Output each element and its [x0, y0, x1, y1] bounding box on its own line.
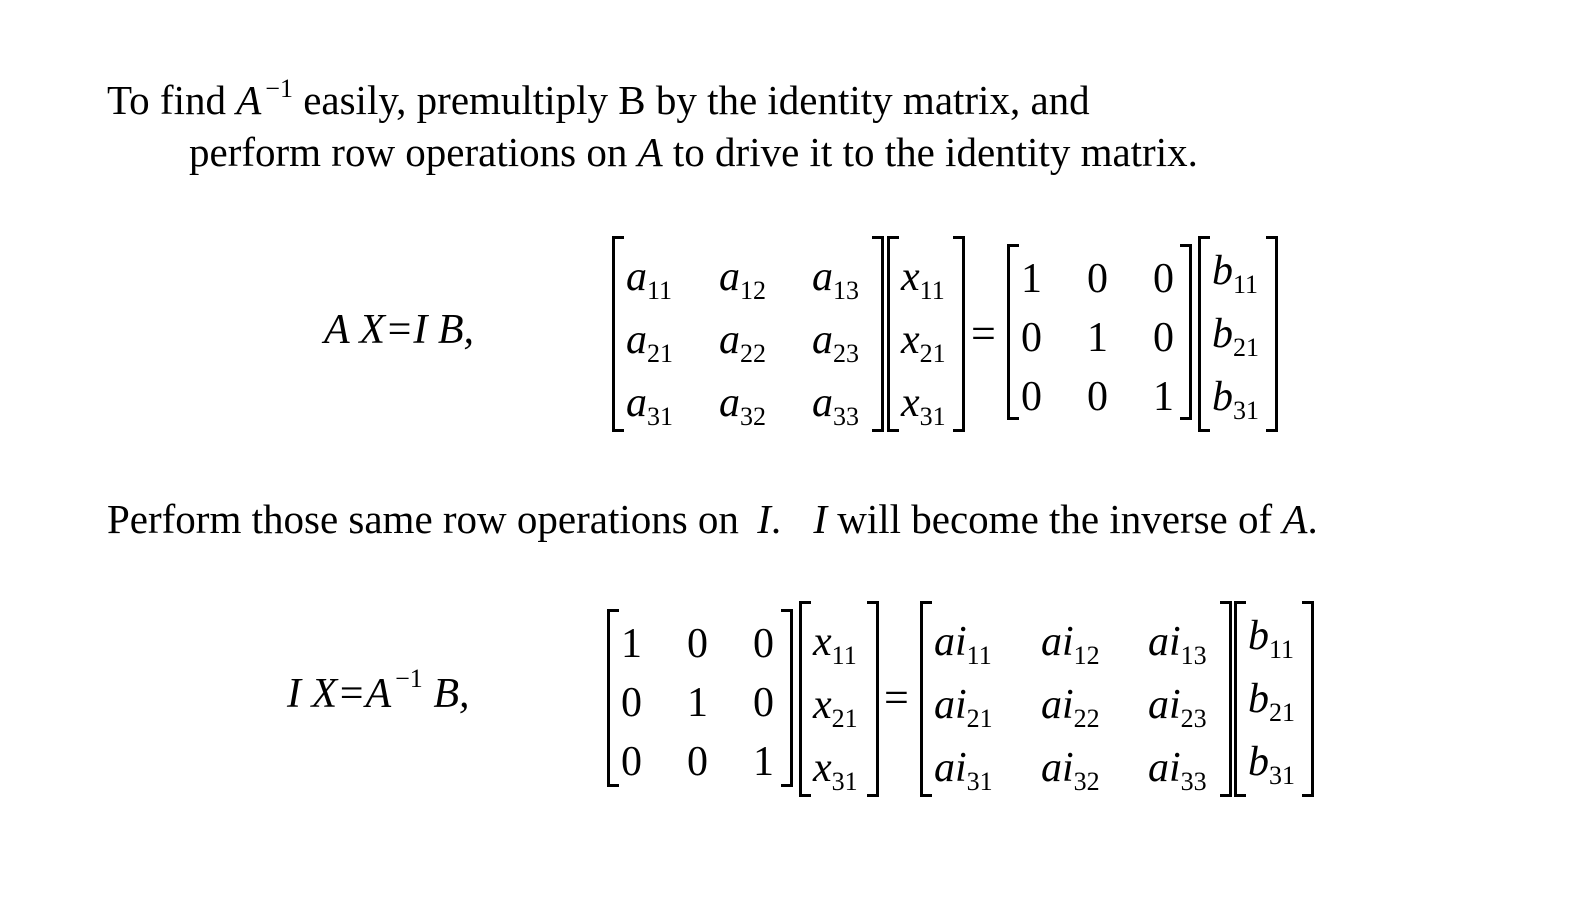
number: 0 [753, 621, 774, 667]
subscript: 31 [647, 402, 673, 431]
bracket-left [1007, 244, 1019, 420]
matrix-a-entry [812, 317, 859, 368]
number: 0 [687, 621, 708, 667]
bracket-right [1266, 236, 1278, 432]
vector-b-entry [1212, 311, 1259, 362]
identity-entry [1087, 376, 1108, 418]
symbol: ai [934, 745, 967, 791]
symbol: b [1212, 248, 1233, 294]
bracket-right [872, 236, 884, 432]
number: 0 [1021, 315, 1042, 361]
number: 0 [1153, 256, 1174, 302]
vector-b-2 [1234, 601, 1314, 797]
matrix-ai-entry [1041, 682, 1100, 733]
subscript: 22 [740, 339, 766, 368]
subscript: 21 [1269, 698, 1295, 727]
bracket-left [612, 236, 624, 432]
symbol: a [812, 380, 833, 426]
subscript: 13 [1180, 641, 1207, 670]
bracket-left [920, 601, 932, 797]
subscript: 22 [1073, 704, 1100, 733]
middle-var-a: A [1282, 496, 1308, 542]
matrix-ai-entry [1148, 619, 1207, 670]
identity-entry [687, 682, 708, 724]
symbol: x [813, 682, 832, 728]
symbol: a [719, 254, 740, 300]
symbol: b [1248, 676, 1269, 722]
middle-period-2: . [1307, 496, 1318, 542]
subscript: 13 [833, 276, 859, 305]
symbol: ai [1148, 619, 1181, 665]
number: 1 [687, 680, 708, 726]
identity-matrix [1007, 244, 1192, 420]
identity-entry [1087, 317, 1108, 359]
bracket-right [867, 601, 879, 797]
matrix-a-entry [812, 254, 859, 305]
intro-var-a-2: A [637, 129, 663, 175]
matrix-a-entry [719, 380, 766, 431]
subscript: 31 [1269, 761, 1295, 790]
matrix-ai-entry [1041, 745, 1100, 796]
subscript: 12 [1073, 641, 1100, 670]
symbol: a [812, 317, 833, 363]
subscript: 11 [647, 276, 673, 305]
symbol: a [719, 380, 740, 426]
matrix-ai-entry [934, 745, 993, 796]
matrix-a-entry [719, 254, 766, 305]
number: 0 [687, 739, 708, 785]
middle-var-i: I [757, 496, 771, 542]
number: 0 [621, 739, 642, 785]
middle-text-1: Perform those same row operations on [107, 496, 739, 542]
matrix-ai-entry [934, 619, 992, 670]
vector-x-entry [813, 745, 858, 796]
vector-b [1198, 236, 1278, 432]
vector-b-entry [1248, 739, 1295, 790]
subscript: 11 [831, 641, 857, 670]
symbol: ai [1148, 745, 1181, 791]
subscript: 11 [1269, 635, 1295, 664]
intro-text-4: to drive it to the identity matrix. [672, 129, 1198, 175]
subscript: 23 [1180, 704, 1207, 733]
bracket-right [1220, 601, 1232, 797]
bracket-right [781, 609, 793, 787]
number: 0 [1087, 374, 1108, 420]
subscript: 31 [966, 767, 993, 796]
identity-entry [1021, 258, 1042, 300]
symbol: ai [1041, 745, 1074, 791]
matrix-a-entry [812, 380, 859, 431]
matrix-a-entry [719, 317, 766, 368]
matrix-a-entry [626, 254, 673, 305]
identity-entry [687, 741, 708, 783]
vector-x-2 [799, 601, 879, 797]
symbol: ai [934, 682, 967, 728]
bracket-right [1180, 244, 1192, 420]
symbol: ai [1148, 682, 1181, 728]
symbol: a [626, 317, 647, 363]
vector-x-entry [901, 254, 945, 305]
number: 1 [1087, 315, 1108, 361]
number: 0 [621, 680, 642, 726]
subscript: 23 [833, 339, 859, 368]
intro-line-1 [107, 74, 1090, 126]
subscript: 12 [740, 276, 766, 305]
subscript: 11 [919, 276, 945, 305]
intro-line-2 [189, 126, 1198, 178]
subscript: 32 [740, 402, 766, 431]
subscript: 21 [966, 704, 993, 733]
bracket-left [1234, 601, 1246, 797]
vector-x-entry [813, 619, 857, 670]
middle-sentence [107, 493, 1318, 545]
subscript: 33 [1180, 767, 1207, 796]
matrix-ai-entry [1041, 619, 1100, 670]
number: 0 [1153, 315, 1174, 361]
subscript: 11 [1233, 270, 1259, 299]
vector-x-entry [901, 380, 946, 431]
middle-period-1: . [770, 496, 782, 542]
subscript: 31 [831, 767, 858, 796]
identity-entry [1153, 258, 1174, 300]
identity-entry [621, 682, 642, 724]
vector-b-entry [1212, 248, 1259, 299]
subscript: 21 [1233, 333, 1259, 362]
subscript: 21 [831, 704, 858, 733]
subscript: 11 [966, 641, 992, 670]
intro-text-2: easily, premultiply B by the identity matrix, and [303, 77, 1090, 123]
number: 1 [1021, 256, 1042, 302]
vector-b-entry [1248, 613, 1295, 664]
intro-text-3: perform row operations on [189, 129, 628, 175]
number: 1 [753, 739, 774, 785]
identity-entry [753, 682, 774, 724]
symbol: a [812, 254, 833, 300]
bracket-right [953, 236, 965, 432]
number: 0 [753, 680, 774, 726]
symbol: a [719, 317, 740, 363]
bracket-left [607, 609, 619, 787]
intro-text-1: To find [107, 77, 226, 123]
subscript: 21 [919, 339, 946, 368]
symbol: ai [934, 619, 967, 665]
symbol: b [1248, 613, 1269, 659]
identity-entry [753, 741, 774, 783]
equation-1-lhs: A X=I B, [324, 307, 475, 353]
equals-sign-2: = [884, 673, 909, 722]
middle-var-i-2: I [813, 496, 827, 542]
symbol: b [1212, 374, 1233, 420]
matrix-ai-entry [1148, 682, 1207, 733]
vector-x-entry [901, 317, 946, 368]
identity-matrix-2 [607, 609, 793, 787]
number: 0 [1021, 374, 1042, 420]
number: 1 [1153, 374, 1174, 420]
vector-x [887, 236, 965, 432]
matrix-a-inverse [920, 601, 1232, 797]
equation-2-lhs-a: I X=A [287, 671, 392, 717]
equals-sign: = [971, 309, 996, 358]
symbol: x [901, 317, 920, 363]
matrix-ai-entry [934, 682, 993, 733]
symbol: ai [1041, 619, 1074, 665]
identity-entry [1021, 317, 1042, 359]
bracket-left [1198, 236, 1210, 432]
symbol: a [626, 380, 647, 426]
vector-b-entry [1248, 676, 1295, 727]
symbol: x [813, 619, 832, 665]
matrix-a-entry [626, 317, 673, 368]
intro-var-a: A [236, 77, 262, 123]
identity-entry [1153, 376, 1174, 418]
bracket-left [887, 236, 899, 432]
symbol: x [901, 380, 920, 426]
number: 0 [1087, 256, 1108, 302]
equation-2-lhs-b: B, [433, 671, 470, 717]
bracket-left [799, 601, 811, 797]
symbol: ai [1041, 682, 1074, 728]
symbol: b [1212, 311, 1233, 357]
matrix-ai-entry [1148, 745, 1207, 796]
matrix-a-entry [626, 380, 673, 431]
equation-2-lhs [287, 664, 470, 718]
identity-entry [1021, 376, 1042, 418]
number: 1 [621, 621, 642, 667]
matrix-a [612, 236, 884, 432]
vector-x-entry [813, 682, 858, 733]
symbol: x [901, 254, 920, 300]
vector-b-entry [1212, 374, 1259, 425]
identity-entry [753, 623, 774, 665]
intro-inverse-sup: −1 [265, 74, 293, 103]
identity-entry [1153, 317, 1174, 359]
symbol: a [626, 254, 647, 300]
subscript: 32 [1073, 767, 1100, 796]
middle-text-2: will become the inverse of [837, 496, 1273, 542]
subscript: 33 [833, 402, 859, 431]
identity-entry [687, 623, 708, 665]
identity-entry [1087, 258, 1108, 300]
subscript: 31 [1233, 396, 1259, 425]
symbol: x [813, 745, 832, 791]
symbol: b [1248, 739, 1269, 785]
identity-entry [621, 741, 642, 783]
subscript: 21 [647, 339, 673, 368]
subscript: 31 [919, 402, 946, 431]
equation-2-inverse-sup: −1 [395, 664, 423, 693]
identity-entry [621, 623, 642, 665]
bracket-right [1302, 601, 1314, 797]
